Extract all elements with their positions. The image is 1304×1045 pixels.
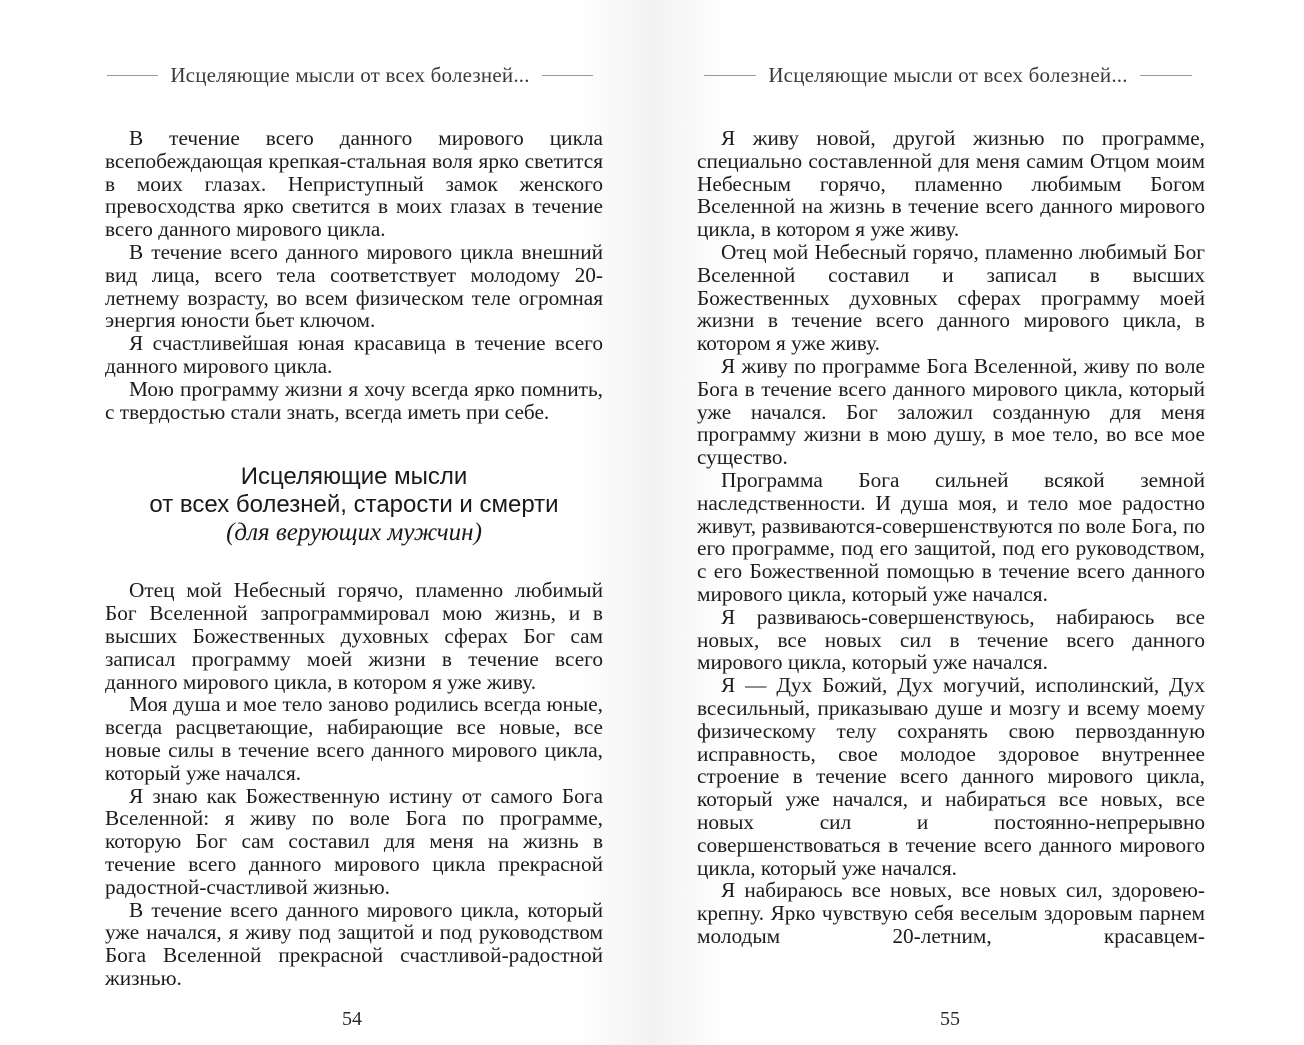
paragraph: Программа Бога сильней всякой земной наследственности. И душа моя, и тело мое радостно живут, развиваются-совершенствуются по воле Бога, по его программе, под его защитой, под его руководством, с его Божественной помощью в течение всего данного мирового цикла, который уже начался. (697, 467, 1205, 606)
paragraph: Моя душа и мое тело заново родились всегда юные, всегда расцветающие, набирающие все новые, все новые силы в течение всего данного мирового цикла, который уже начался. (105, 692, 603, 785)
paragraph: Отец мой Небесный горячо, пламенно любимый Бог Вселенной запрограммировал мою жизнь, и в высших Божественных духовных сферах Бог сам записал программу моей жизни в течение всего данного мирового цикла, в котором я уже живу. (105, 578, 603, 694)
right-page (652, 0, 1304, 1045)
running-head (692, 60, 1204, 90)
paragraph: Я набираюсь все новых, все новых сил, здоровею-крепну. Ярко чувствую себя веселым здоровым парнем молодым 20-летним, красавцем- (697, 878, 1205, 948)
page-number: 54 (342, 1008, 362, 1030)
page-number: 55 (940, 1008, 960, 1030)
running-head-rule-left (704, 75, 756, 76)
paragraph: Я живу по программе Бога Вселенной, живу по воле Бога в течение всего данного мирового цикла, который уже начался. Бог заложил созданную для меня программу жизни в мою душу, в мое тело, во все мое существо. (697, 353, 1205, 470)
heading-subtitle: (для верующих мужчин) (226, 519, 482, 547)
heading-line-1: Исцеляющие мысли (240, 463, 468, 491)
running-head-rule-right (1140, 75, 1192, 76)
running-head-rule-left (107, 75, 158, 76)
left-body-text (105, 127, 603, 990)
paragraph: Я живу новой, другой жизнью по программе, специально составленной для меня самим Отцом моим Небесным горячо, пламенно любимым Богом Вселенной на жизнь в течение всего данного мирового цикла, в котором я уже живу. (697, 126, 1205, 242)
running-head (95, 60, 605, 90)
running-head-rule-right (542, 75, 593, 76)
heading-line-2: от всех болезней, старости и смерти (149, 491, 559, 519)
paragraph: В течение всего данного мирового цикла всепобеждающая крепкая-стальная воля ярко светится в моих глазах. Неприступный замок женского превосходства ярко светится в моих глазах в течение всего данного мирового цикла. (105, 126, 603, 242)
running-head-text: Исцеляющие мысли от всех болезней... (768, 62, 1128, 87)
paragraph: Я развиваюсь-совершенствуюсь, набираюсь все новых, все новых сил в течение всего данного мирового цикла, который уже начался. (697, 604, 1205, 675)
paragraph: Мою программу жизни я хочу всегда ярко помнить, с твердостью стали знать, всегда иметь при себе. (105, 376, 603, 424)
paragraph: В течение всего данного мирового цикла, который уже начался, я живу под защитой и под руководством Бога Вселенной прекрасной счастливой-радостной жизнью. (105, 897, 603, 990)
paragraph: Отец мой Небесный горячо, пламенно любимый Бог Вселенной составил и записал в высших Божественных духовных сферах программу моей жизни в течение всего данного мирового цикла, в котором я уже живу. (697, 239, 1205, 356)
paragraph: В течение всего данного мирового цикла внешний вид лица, всего тела соответствует молодому 20-летнему возрасту, во всем физическом теле огромная энергия юности бьет ключом. (105, 239, 603, 333)
running-head-text: Исцеляющие мысли от всех болезней... (170, 62, 530, 87)
section-heading (105, 463, 603, 547)
right-body-text (697, 127, 1205, 948)
paragraph: Я — Дух Божий, Дух могучий, исполинский, Дух всесильный, приказываю душе и мозгу и всему моему физическому телу сохранять свою первозданную исправность, свое молодое здоровое внутреннее строение в течение всего данного мирового цикла, который уже начался, и набираться все новых, все новых сил и постоянно-непрерывно совершенствоваться в течение всего данного мирового цикла, который уже начался. (697, 673, 1205, 880)
paragraph: Я счастливейшая юная красавица в течение всего данного мирового цикла. (105, 331, 603, 378)
paragraph: Я знаю как Божественную истину от самого Бога Вселенной: я живу по воле Бога по программе, которую Бог сам составил для меня на жизнь в течение всего данного мирового цикла прекрасной радостной-счастливой жизнью. (105, 783, 603, 899)
